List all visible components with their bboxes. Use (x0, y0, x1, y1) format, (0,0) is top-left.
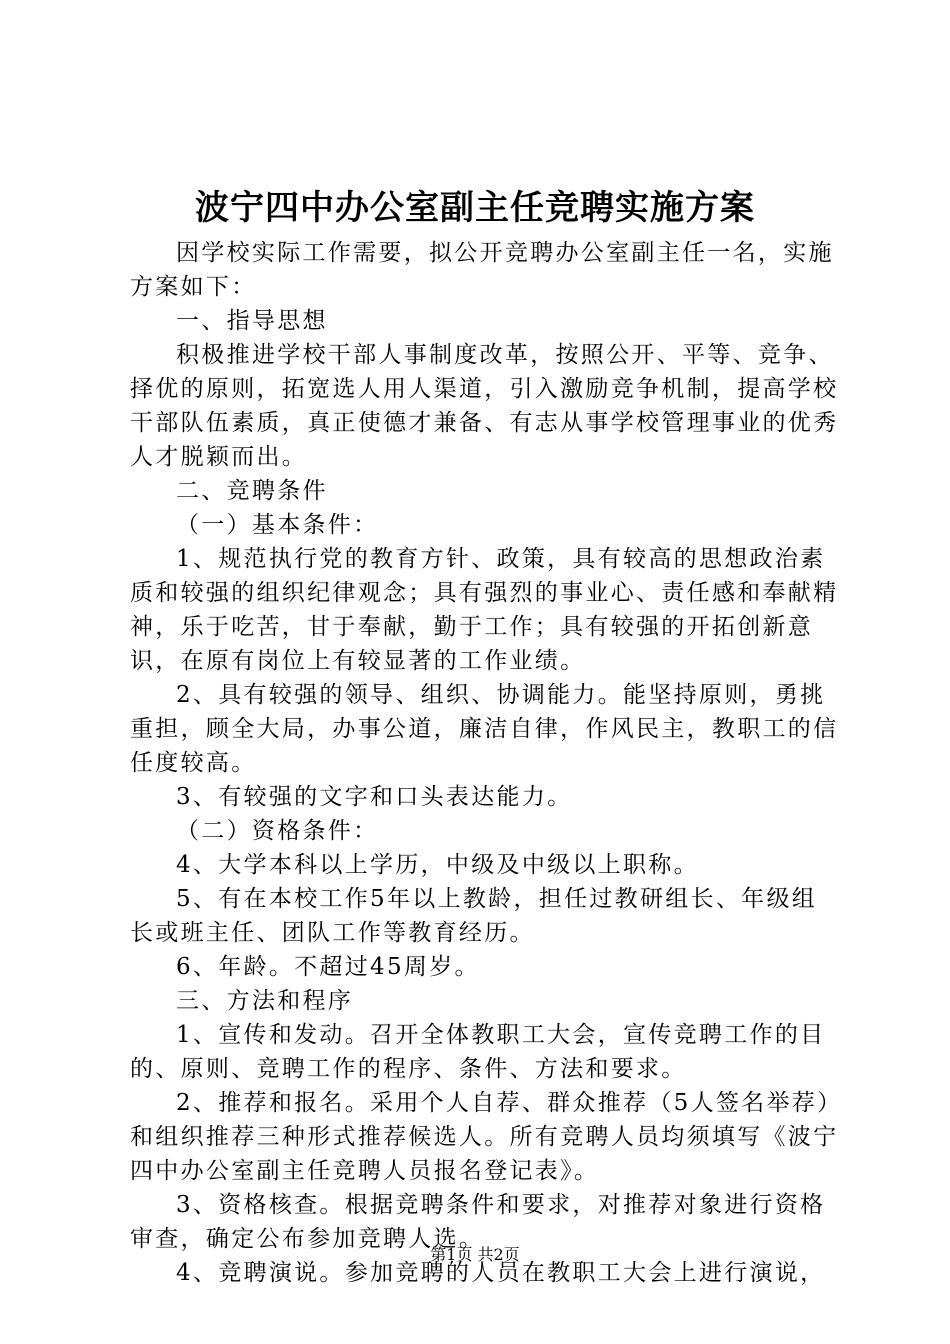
section-heading-2: 二、竞聘条件 (176, 478, 328, 504)
document-title: 波宁四中办公室副主任竞聘实施方案 (195, 188, 755, 228)
paragraph-step-2: 2、推荐和报名。采用个人自荐、群众推荐（5人签名举荐）和组织推荐三种形式推荐候选人。所有竞聘人员均须填写《波宁四中办公室副主任竞聘人员报名登记表》。 (130, 1090, 839, 1184)
subsection-heading-qualification: （二）资格条件： (176, 818, 379, 844)
document-body (130, 236, 842, 1290)
paragraph-item-1: 1、规范执行党的教育方针、政策，具有较高的思想政治素质和较强的组织纪律观念；具有强烈的事业心、责任感和奉献精神，乐于吃苦，甘于奉献，勤于工作；具有较强的开拓创新意识，在原有岗位上有较显著的工作业绩。 (130, 546, 839, 674)
paragraph-intro: 因学校实际工作需要，拟公开竞聘办公室副主任一名，实施方案如下： (130, 240, 834, 300)
section-heading-1: 一、指导思想 (176, 308, 328, 334)
paragraph-item-6: 6、年龄。不超过45周岁。 (176, 954, 480, 980)
paragraph-guiding-idea: 积极推进学校干部人事制度改革，按照公开、平等、竞争、择优的原则，拓宽选人用人渠道，引入激励竞争机制，提高学校干部队伍素质，真正使德才兼备、有志从事学校管理事业的优秀人才脱颖而出。 (130, 342, 839, 470)
paragraph-step-4: 4、竞聘演说。参加竞聘的人员在教职工大会上进行演说， (176, 1260, 826, 1286)
paragraph-item-2: 2、具有较强的领导、组织、协调能力。能坚持原则，勇挑重担，顾全大局，办事公道，廉洁自律，作风民主，教职工的信任度较高。 (130, 682, 839, 776)
page-footer: 第1页 共2页 (430, 1245, 520, 1264)
paragraph-step-1: 1、宣传和发动。召开全体教职工大会，宣传竞聘工作的目的、原则、竞聘工作的程序、条件、方法和要求。 (130, 1022, 826, 1082)
section-heading-3: 三、方法和程序 (176, 988, 354, 1014)
subsection-heading-basic: （一）基本条件： (176, 512, 379, 538)
paragraph-item-4: 4、大学本科以上学历，中级及中级以上职称。 (176, 852, 699, 878)
paragraph-item-5: 5、有在本校工作5年以上教龄，担任过教研组长、年级组长或班主任、团队工作等教育经历。 (130, 886, 818, 946)
paragraph-step-3: 3、资格核查。根据竞聘条件和要求，对推荐对象进行资格审查，确定公布参加竞聘人选。 (130, 1192, 826, 1252)
paragraph-item-3: 3、有较强的文字和口头表达能力。 (176, 784, 573, 810)
